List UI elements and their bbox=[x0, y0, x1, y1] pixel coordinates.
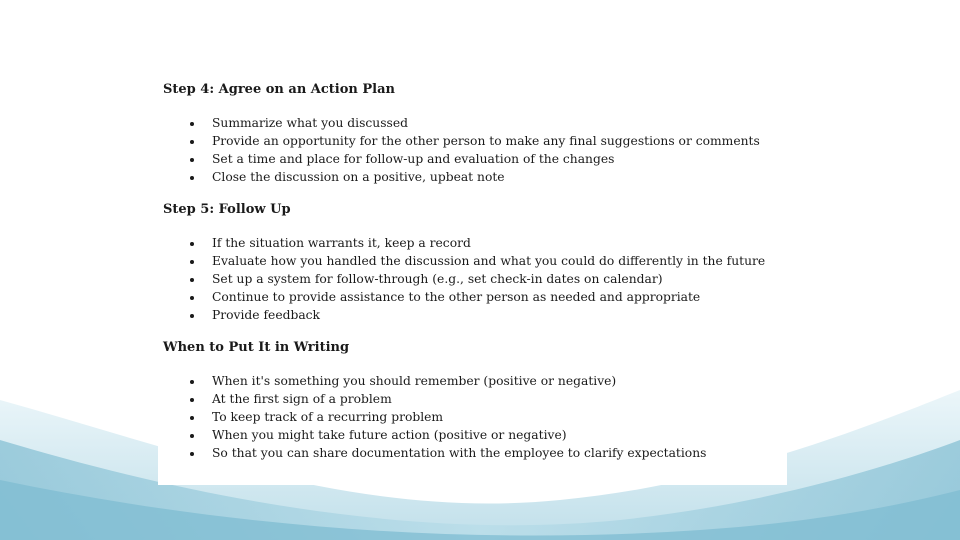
bullet-icon bbox=[190, 452, 194, 456]
bullet-icon bbox=[190, 380, 194, 384]
bullet-list bbox=[163, 114, 787, 186]
bullet-icon bbox=[190, 122, 194, 126]
bullet-icon bbox=[190, 176, 194, 180]
section-step-4 bbox=[163, 78, 787, 186]
list-item: If the situation warrants it, keep a record bbox=[163, 234, 787, 252]
section-heading: When to Put It in Writing bbox=[163, 340, 350, 355]
section-heading: Step 5: Follow Up bbox=[163, 202, 291, 217]
bullet-icon bbox=[190, 242, 194, 246]
list-item: At the first sign of a problem bbox=[163, 390, 787, 408]
list-item: Set a time and place for follow-up and evaluation of the changes bbox=[163, 150, 787, 168]
list-item: Provide an opportunity for the other person to make any final suggestions or comments bbox=[163, 132, 787, 150]
document-image bbox=[158, 72, 787, 485]
bullet-icon bbox=[190, 140, 194, 144]
list-item: Evaluate how you handled the discussion and what you could do differently in the future bbox=[163, 252, 787, 270]
bullet-list bbox=[163, 372, 787, 462]
list-item: Continue to provide assistance to the other person as needed and appropriate bbox=[163, 288, 787, 306]
bullet-icon bbox=[190, 416, 194, 420]
list-item: Close the discussion on a positive, upbeat note bbox=[163, 168, 787, 186]
list-item: Set up a system for follow-through (e.g., set check-in dates on calendar) bbox=[163, 270, 787, 288]
bullet-icon bbox=[190, 314, 194, 318]
list-item: When you might take future action (positive or negative) bbox=[163, 426, 787, 444]
list-item: Provide feedback bbox=[163, 306, 787, 324]
list-item: To keep track of a recurring problem bbox=[163, 408, 787, 426]
bullet-icon bbox=[190, 260, 194, 264]
list-item: When it's something you should remember (positive or negative) bbox=[163, 372, 787, 390]
section-step-5 bbox=[163, 198, 787, 324]
list-item: Summarize what you discussed bbox=[163, 114, 787, 132]
bullet-icon bbox=[190, 158, 194, 162]
bullet-icon bbox=[190, 278, 194, 282]
section-when-to-put-in-writing bbox=[163, 336, 787, 462]
bullet-icon bbox=[190, 398, 194, 402]
bullet-icon bbox=[190, 296, 194, 300]
bullet-list bbox=[163, 234, 787, 324]
section-heading: Step 4: Agree on an Action Plan bbox=[163, 82, 395, 97]
bullet-icon bbox=[190, 434, 194, 438]
list-item: So that you can share documentation with the employee to clarify expectations bbox=[163, 444, 787, 462]
